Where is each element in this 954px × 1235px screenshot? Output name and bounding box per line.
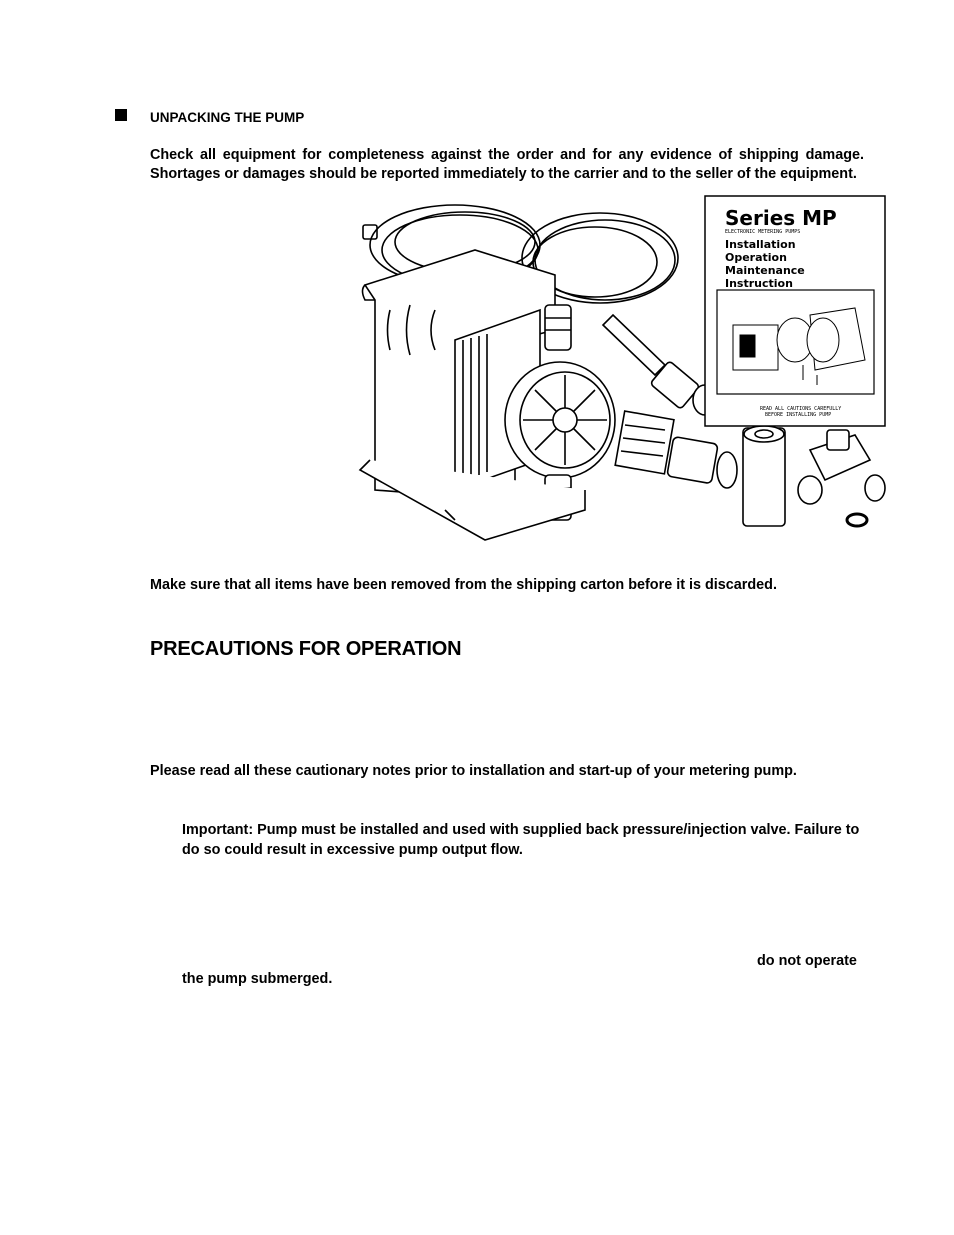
unpacking-paragraph: Check all equipment for completeness against the order and for any evidence of shipping damage. Shortages or damages should be reported immediately to the carrier and to the seller of the equipment. <box>150 147 864 182</box>
unpacking-heading: UNPACKING THE PUMP <box>150 110 305 125</box>
manual-caution-2: BEFORE INSTALLING PUMP <box>765 412 832 418</box>
precautions-intro: Please read all these cautionary notes prior to installation and start-up of your metering pump. <box>150 763 797 779</box>
manual-line-3: Maintenance <box>725 264 805 277</box>
submerged-warning-part2: the pump submerged. <box>182 971 333 987</box>
section-bullet <box>115 109 127 121</box>
manual-line-2: Operation <box>725 251 787 264</box>
manual-cover <box>705 196 885 426</box>
manual-title: Series MP <box>725 206 837 230</box>
o-ring-icon <box>847 514 867 526</box>
manual-caution-1: READ ALL CAUTIONS CAREFULLY <box>760 406 842 412</box>
manual-line-4: Instruction <box>725 277 793 290</box>
removal-note: Make sure that all items have been removed from the shipping carton before it is discarded. <box>150 577 777 593</box>
pump-kit-illustration <box>355 190 895 550</box>
manual-line-1: Installation <box>725 238 796 251</box>
precautions-title: PRECAUTIONS FOR OPERATION <box>150 638 462 660</box>
important-note: Important: Pump must be installed and used with supplied back pressure/injection valve. Failure to do so could result in excessive pump output flow. <box>182 822 860 858</box>
submerged-warning-part1: do not operate <box>757 953 857 969</box>
manual-subtitle: ELECTRONIC METERING PUMPS <box>725 229 801 235</box>
strainer-icon <box>615 411 674 474</box>
